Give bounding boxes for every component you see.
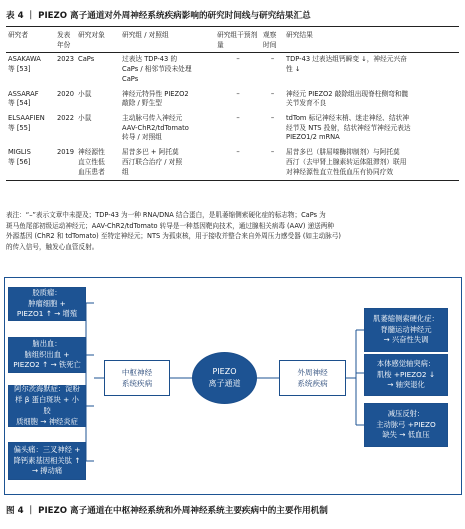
cell-groups: 过表达 TDP-43 的 CaPs / 相邻节段未处理 CaPs [122, 55, 192, 83]
glioma-box: 胶质瘤： 肿瘤细胞 + PIEZO1 ↑ → 增殖 [8, 287, 86, 321]
migraine-box: 偏头痛：三叉神经 + 降钙素基因相关肽 ↑ → 搏动痛 [8, 442, 86, 480]
cell-year: 2019 [55, 146, 76, 181]
cell-time: – [270, 114, 275, 123]
cell-groups: 主动脉弓传入神经元 AAV-ChR2/tdTomato 转导 / 对照组 [122, 114, 189, 142]
cell-result: 屈昔多巴（肼屈嗪酶抑制剂）与阿托莫 西汀（去甲肾上腺素转运体阻滞剂）联用 对神经源性直立性低血压有协同疗效 [284, 146, 459, 181]
header-time: 观察时间 [261, 30, 284, 53]
cell-result: 神经元 PIEZO2 敲除组出现脊柱侧弯和髋 关节发育不良 [286, 89, 409, 108]
header-subject: 研究对象 [76, 30, 120, 53]
cell-time: – [270, 55, 275, 64]
cerebral-hemorrhage-box: 脑出血： 脑组织出血 + PIEZO2 ↑ → 铁死亡 [8, 337, 86, 373]
cell-author: ASAKAWA 等 [53] [8, 55, 41, 74]
cell-groups: 神经元特异性 PIEZO2 敲除 / 野生型 [122, 89, 189, 108]
cell-dose: – [236, 55, 240, 64]
cell-time: – [261, 146, 284, 181]
cell-time: – [270, 89, 275, 98]
cell-dose: – [215, 146, 261, 181]
header-year: 发表年份 [55, 30, 76, 53]
pns-disease-label: 外周神经 系统疾病 [279, 360, 346, 396]
cell-subject: CaPs [78, 55, 95, 64]
alzheimers-box: 阿尔茨海默症：淀粉 样 β 蛋白斑块 + 小胶 质细胞 → 神经炎症 [8, 385, 86, 427]
piezo-channel-node: PIEZO 离子通道 [192, 352, 257, 404]
cell-subject: 小鼠 [78, 89, 92, 98]
cell-dose: – [236, 89, 240, 98]
cell-year: 2020 [57, 89, 75, 98]
cell-subject: 神经源性 直立性低 血压患者 [76, 146, 120, 181]
cell-year: 2023 [57, 55, 75, 64]
cell-result: tdTom 标记神经末梢、迷走神经、结状神 经节及 NTS 投射，结状神经节神经元表达 PIEZO1/2 mRNA [286, 114, 411, 142]
cell-dose: – [236, 114, 240, 123]
table-note: 表注：“–”表示文章中未提及；TDP-43 为一种 RNA/DNA 结合蛋白，是肌萎缩侧索硬化症的标志物；CaPs 为 斑马鱼尾部初级运动神经元；AAV-ChR2/tdTomato 转导是一种基因靶向技术，通过腺相关病毒 (AAV) 递送两种 外源基因 (ChR2 和 tdTomato) 至特定神经元；NTS 为孤束核，用于接收并整合来自外周压力感受器 (如主动脉弓) 的传入信号，触发心血管反射。 [6, 211, 341, 252]
header-result: 研究结果 [284, 30, 459, 53]
cell-year: 2022 [57, 114, 75, 123]
cell-subject: 小鼠 [78, 114, 92, 123]
cell-author: ELSAAFIEN 等 [55] [8, 114, 45, 132]
cell-result: TDP-43 过表达组钙瞬变 ↓，神经元兴奋 性 ↓ [286, 55, 407, 74]
header-groups: 研究组 / 对照组 [120, 30, 215, 53]
header-author: 研究者 [6, 30, 55, 53]
proprioceptive-axonopathy-box: 本体感觉轴突病： 肌梭 +PIEZO2 ↓ → 轴突退化 [364, 354, 448, 396]
baroreflex-box: 减压反射： 主动脉弓 +PIEZO 缺失 → 低血压 [364, 403, 448, 447]
cell-author: ASSARAF 等 [54] [8, 89, 39, 108]
header-dose: 研究组干预剂量 [215, 30, 261, 53]
table-caption: 表 4 ｜ PIEZO 离子通道对外周神经系统疾病影响的研究时间线与研究结果汇总 [6, 11, 311, 21]
figure-caption: 图 4 ｜ PIEZO 离子通道在中枢神经系统和外周神经系统主要疾病中的主要作用机制 [6, 506, 328, 516]
als-box: 肌萎缩侧索硬化症： 脊髓运动神经元 → 兴奋性失调 [364, 308, 448, 352]
cell-groups: 屈昔多巴 + 阿托莫 西汀联合治疗 / 对照 组 [120, 146, 215, 181]
cns-disease-label: 中枢神经 系统疾病 [104, 360, 170, 396]
cell-author: MIGLIS 等 [56] [6, 146, 55, 181]
